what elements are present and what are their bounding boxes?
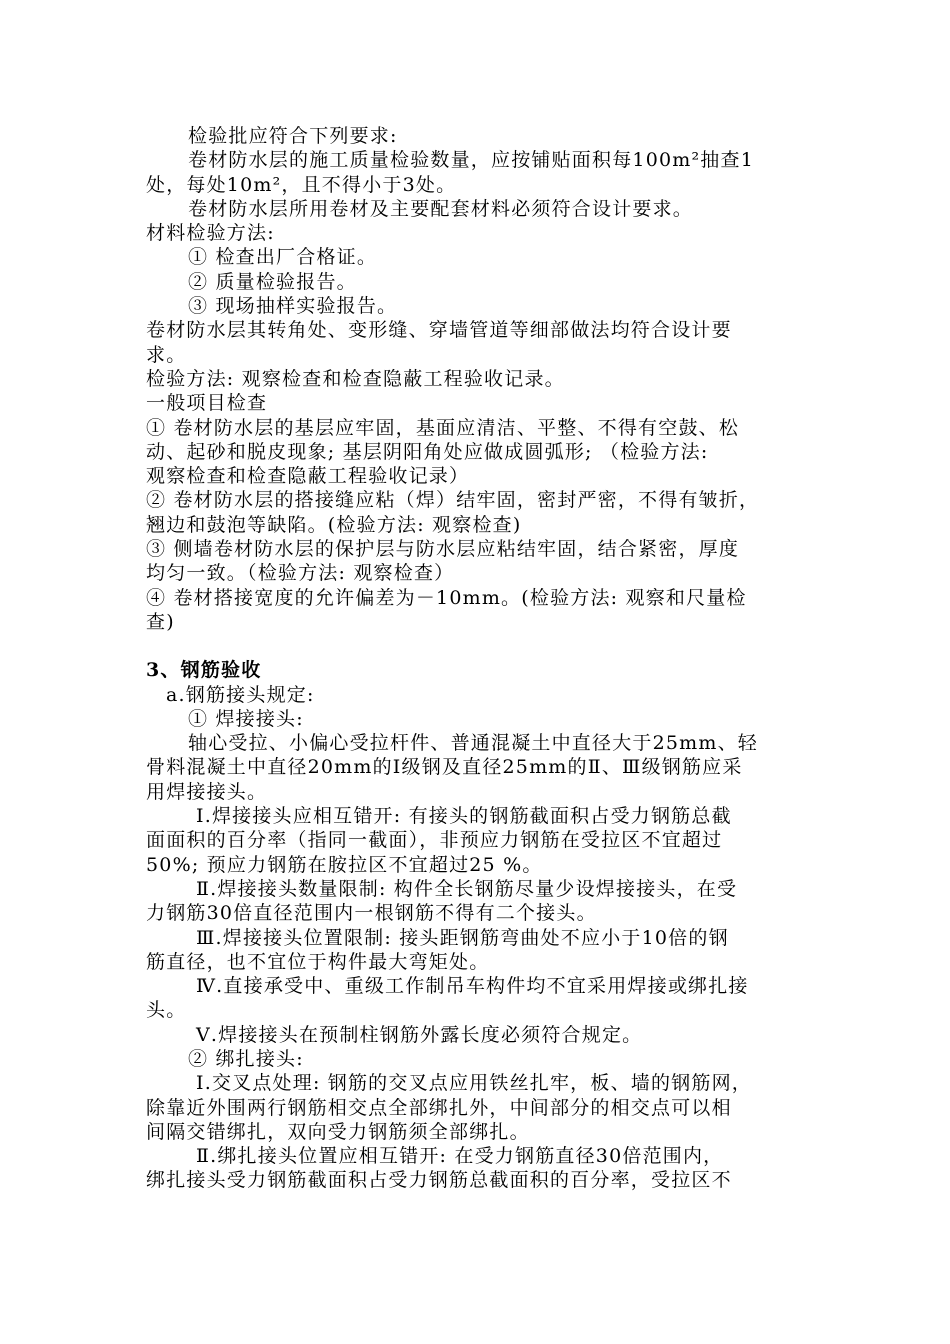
paragraph-line: 绑扎接头受力钢筋截面积占受力钢筋总截面积的百分率，受拉区不 [146,1169,732,1192]
paragraph-line: 处，每处10m²，且不得小于3处。 [146,173,457,196]
paragraph-line: 50%; 预应力钢筋在胺拉区不宜超过25 %。 [146,853,543,876]
list-item: ④ 卷材搭接宽度的允许偏差为－10mm。(检验方法: 观察和尺量检 [146,586,747,609]
list-item: ③ 现场抽样实验报告。 [188,295,398,318]
paragraph-line: 力钢筋30倍直径范围内一根钢筋不得有二个接头。 [146,902,597,925]
paragraph-line: 间隔交错绑扎，双向受力钢筋须全部绑扎。 [146,1120,530,1143]
paragraph-line: 一般项目检查 [146,392,268,415]
paragraph-line: 筋直径，也不宜位于构件最大弯矩处。 [146,950,490,973]
list-item: ② 绑扎接头: [188,1047,304,1070]
paragraph-line: 翘边和鼓泡等缺陷。(检验方法: 观察检查) [146,513,522,536]
paragraph-line: 均匀一致。（检验方法: 观察检查） [146,562,455,585]
section-heading: 3、钢筋验收 [146,659,262,682]
paragraph-line: 查) [146,610,175,633]
paragraph-line: 面面积的百分率（指同一截面），非预应力钢筋在受拉区不宜超过 [146,829,723,852]
list-item: Ⅱ.焊接接头数量限制: 构件全长钢筋尽量少设焊接接头，在受 [196,877,738,900]
paragraph-line: 卷材防水层的施工质量检验数量，应按铺贴面积每100m²抽查1 [188,149,754,172]
list-item: ① 焊接接头: [188,707,304,730]
paragraph-line: 检验方法: 观察检查和检查隐蔽工程验收记录。 [146,367,565,390]
list-item: Ⅴ.焊接接头在预制柱钢筋外露长度必须符合规定。 [196,1023,643,1046]
paragraph-line: 观察检查和检查隐蔽工程验收记录） [146,465,470,488]
list-item: ① 检查出厂合格证。 [188,246,378,269]
list-item: ② 质量检验报告。 [188,270,357,293]
subsection-heading: a.钢筋接头规定: [166,683,315,706]
paragraph-line: 材料检验方法: [146,222,275,245]
paragraph-line: 求。 [146,343,187,366]
list-item: Ⅲ.焊接接头位置限制: 接头距钢筋弯曲处不应小于10倍的钢 [196,926,729,949]
list-item: ③ 侧墙卷材防水层的保护层与防水层应粘结牢固，结合紧密，厚度 [146,538,740,561]
paragraph-line: 轴心受拉、小偏心受拉杆件、普通混凝土中直径大于25mm、轻 [188,732,759,755]
document-body [146,124,818,1193]
list-item: Ⅰ.交叉点处理: 钢筋的交叉点应用铁丝扎牢，板、墙的钢筋网， [196,1072,752,1095]
paragraph-line: 动、起砂和脱皮现象; 基层阴阳角处应做成圆弧形; （检验方法: [146,440,709,463]
paragraph-line: 用焊接接头。 [146,780,268,803]
list-item: ① 卷材防水层的基层应牢固，基面应清洁、平整、不得有空鼓、松 [146,416,740,439]
list-item: ② 卷材防水层的搭接缝应粘（焊）结牢固，密封严密，不得有皱折， [146,489,760,512]
paragraph-line: 骨料混凝土中直径20mm的Ⅰ级钢及直径25mm的Ⅱ、Ⅲ级钢筋应采 [146,756,743,779]
list-item: Ⅰ.焊接接头应相互错开: 有接头的钢筋截面积占受力钢筋总截 [196,805,732,828]
paragraph-line: 卷材防水层所用卷材及主要配套材料必须符合设计要求。 [188,197,694,220]
paragraph-line: 卷材防水层其转角处、变形缝、穿墙管道等细部做法均符合设计要 [146,319,732,342]
paragraph-line: 检验批应符合下列要求: [188,125,398,147]
list-item: Ⅳ.直接承受中、重级工作制吊车构件均不宜采用焊接或绑扎接 [196,975,749,998]
paragraph-line: 除靠近外围两行钢筋相交点全部绑扎外，中间部分的相交点可以相 [146,1096,732,1119]
list-item: Ⅱ.绑扎接头位置应相互错开: 在受力钢筋直径30倍范围内， [196,1145,724,1168]
paragraph-line: 头。 [146,999,187,1022]
